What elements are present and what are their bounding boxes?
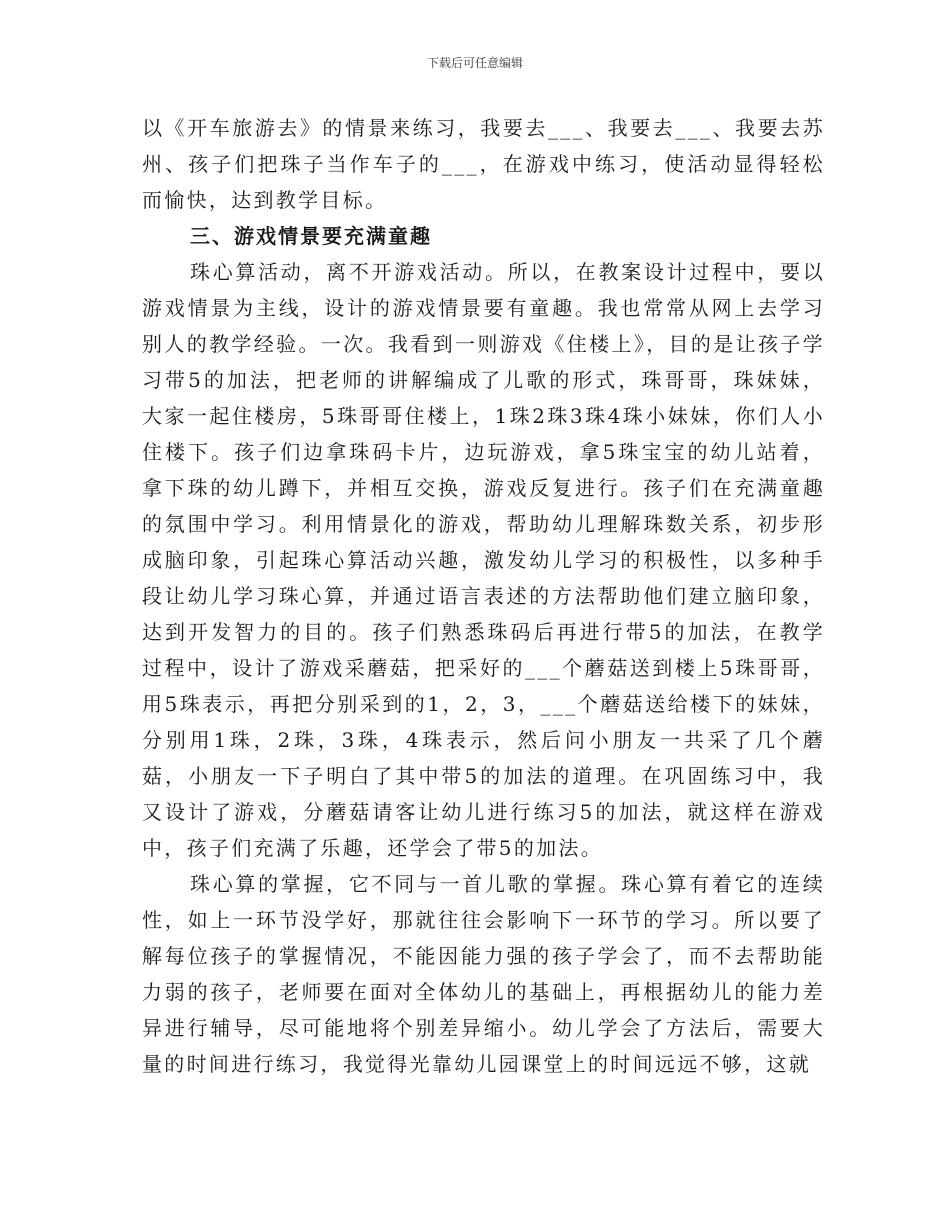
paragraph-game-scenarios: 珠心算活动，离不开游戏活动。所以，在教案设计过程中，要以游戏情景为主线，设计的游戏情景要有童趣。我也常常从网上去学习别人的教学经验。一次。我看到一则游戏《住楼上》，目的是让孩子学习带5的加法，把老师的讲解编成了儿歌的形式，珠哥哥，珠妹妹，大家一起住楼房，5珠哥哥住楼上，1珠2珠3珠4珠小妹妹，你们人小住楼下。孩子们边拿珠码卡片，边玩游戏，拿5珠宝宝的幼儿站着，拿下珠的幼儿蹲下，并相互交换，游戏反复进行。孩子们在充满童趣的氛围中学习。利用情景化的游戏，帮助幼儿理解珠数关系，初步形成脑印象，引起珠心算活动兴趣，激发幼儿学习的积极性，以多种手段让幼儿学习珠心算，并通过语言表述的方法帮助他们建立脑印象，达到开发智力的目的。孩子们熟悉珠码后再进行带5的加法，在教学过程中，设计了游戏采蘑菇，把采好的___个蘑菇送到楼上5珠哥哥，用5珠表示，再把分别采到的1，2，3，___个蘑菇送给楼下的妹妹，分别用1珠，2珠，3珠，4珠表示，然后问小朋友一共采了几个蘑菇，小朋友一下子明白了其中带5的加法的道理。在巩固练习中，我又设计了游戏，分蘑菇请客让幼儿进行练习5的加法，就这样在游戏中，孩子们充满了乐趣，还学会了带5的加法。 bbox=[142, 260, 825, 860]
paragraph-continuation: 以《开车旅游去》的情景来练习，我要去___、我要去___、我要去苏州、孩子们把珠子当作车子的___，在游戏中练习，使活动显得轻松而愉快，达到教学目标。 bbox=[142, 116, 825, 212]
section-heading: 三、游戏情景要充满童趣 bbox=[190, 224, 432, 248]
page-header: 下载后可任意编辑 bbox=[426, 56, 523, 70]
paragraph-mastery: 珠心算的掌握，它不同与一首儿歌的掌握。珠心算有着它的连续性，如上一环节没学好，那就往往会影响下一环节的学习。所以要了解每位孩子的掌握情况，不能因能力强的孩子学会了，而不去帮助能力弱的孩子，老师要在面对全体幼儿的基础上，再根据幼儿的能力差异进行辅导，尽可能地将个别差异缩小。幼儿学会了方法后，需要大量的时间进行练习，我觉得光靠幼儿园课堂上的时间远远不够，这就 bbox=[142, 872, 825, 1076]
document-body bbox=[142, 110, 825, 1082]
